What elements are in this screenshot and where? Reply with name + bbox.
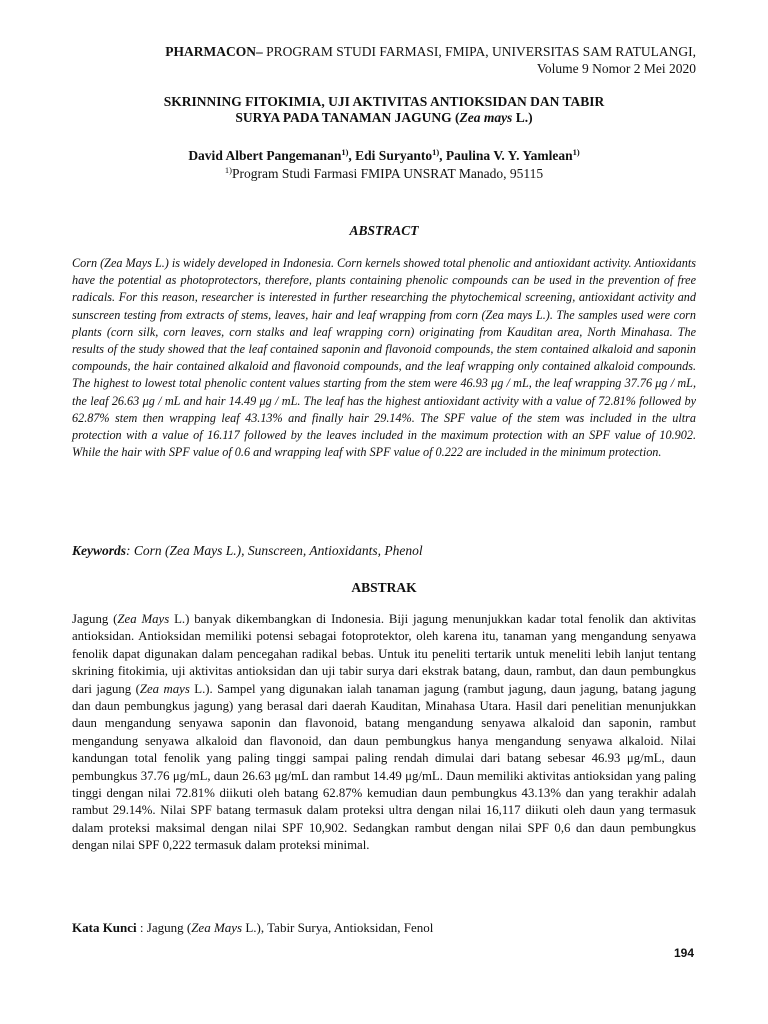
author-3: , Paulina V. Y. Yamlean: [439, 148, 573, 163]
header-institution: PROGRAM STUDI FARMASI, FMIPA, UNIVERSITAS SAM RATULANGI,: [262, 44, 696, 59]
keywords-label: Keywords: [72, 543, 126, 558]
keywords-english: [72, 542, 696, 559]
affiliation-mark: 1): [224, 165, 232, 175]
author-3-mark: 1): [572, 147, 580, 157]
page-number: 194: [673, 946, 694, 960]
author-list: [72, 147, 696, 164]
keywords-text: : Corn (Zea Mays L.), Sunscreen, Antioxidants, Phenol: [126, 543, 423, 558]
kata-kunci-species: Zea Mays: [191, 920, 243, 935]
kata-kunci-pre: : Jagung (: [136, 920, 192, 935]
abstrak-heading: ABSTRAK: [351, 580, 417, 595]
title-line-2: [72, 110, 696, 126]
header-dash: –: [256, 44, 263, 59]
author-1: David Albert Pangemanan: [188, 148, 342, 163]
header-journal-line: [165, 43, 696, 60]
abstrak-indonesian-text: [72, 611, 696, 855]
title-line-1: SKRINNING FITOKIMIA, UJI AKTIVITAS ANTIOKSIDAN DAN TABIR: [163, 94, 605, 109]
abstract-heading: ABSTRACT: [349, 223, 419, 238]
abstrak-part-1: Jagung (: [72, 612, 118, 626]
keywords-indonesian: [72, 919, 696, 936]
abstract-english-text: Corn (Zea Mays L.) is widely developed in Indonesia. Corn kernels showed total phenolic and antioxidant activity. Antioxidants have the potential as photoprotectors, therefore, plants containing phenolic compounds can be used in the prevention of free radicals. For this reason, researcher is interested in further researching the phytochemical screening, antioxidant activity and sunscreen testing from extracts of stems, leaves, hair and leaf wrapping from corn (Zea mays L.). The samples used were corn plants (corn silk, corn leaves, corn stalks and leaf wrapping corn) originating from Kauditan area, North Minahasa. The results of the study showed that the leaf contained saponin and flavonoid compounds, the stem contained alkaloid and saponin compounds, the hair contained alkaloid and flavonoid compounds, and the leaf wrapping only contained alkaloid compounds. The highest to lowest total phenolic content values starting from the stem were 46.93 μg / mL, the leaf wrapping 37.76 μg / mL, the leaf 26.63 μg / mL and hair 14.49 μg / mL. The leaf has the highest antioxidant activity with a value of 72.81% followed by 62.87% stem then wrapping leaf 43.13% and finally hair 29.14%. The SPF value of the stem was included in the ultra protection with a value of 16.117 followed by the leaves included in the maximum protection with an SPF value of 10.902. While the hair with SPF value of 0.6 and wrapping leaf with SPF value of 0.222 are included in the minimum protection.: [72, 256, 696, 460]
author-1-mark: 1): [341, 147, 349, 157]
abstrak-species-1: Zea Mays: [117, 612, 170, 626]
kata-kunci-label: Kata Kunci: [72, 920, 137, 935]
affiliation: [72, 165, 696, 182]
abstrak-species-2: Zea mays: [139, 681, 190, 696]
author-2-mark: 1): [432, 147, 440, 157]
title-line-2-pre: SURYA PADA TANAMAN JAGUNG (: [235, 110, 460, 125]
affiliation-text: Program Studi Farmasi FMIPA UNSRAT Manado, 95115: [231, 166, 544, 181]
abstrak-part-3: L.). Sampel yang digunakan ialah tanaman jagung (rambut jagung, daun jagung, batang jagung dan daun pembungkus jagung) yang berasal dari daerah Kauditan, Minahasa Utara. Hasil dari penelitian menunjukkan daun mengandung senyawa saponin dan flavonoid, batang mengandung senyawa alkaloid dan saponin, rambut mengandung senyawa alkaloid dan flavonoid, dan daun pembungkus hanya mengandung senyawa alkaloid. Nilai kandungan total fenolik yang paling tinggi sampai paling rendah dimulai dari batang sebesar 46.93 μg/mL, daun pembungkus 37.76 μg/mL, daun 26.63 μg/mL dan rambut 14.49 μg/mL. Daun memiliki aktivitas antioksidan yang paling tinggi dengan nilai 72.81% diikuti oleh batang 62.87% kemudian daun pembungkus 43.13% dan yang terakhir adalah rambut 29.14%. Nilai SPF batang termasuk dalam proteksi ultra dengan nilai 16,117 diikuti oleh daun yang termasuk dalam proteksi maksimal dengan nilai SPF 10,902. Sedangkan rambut dengan nilai SPF 0,6 dan daun pembungkus dengan nilai SPF 0,222 termasuk dalam proteksi minimal.: [72, 681, 696, 853]
author-2: , Edi Suryanto: [348, 148, 433, 163]
title-line-2-post: L.): [512, 110, 533, 125]
kata-kunci-post: L.), Tabir Surya, Antioksidan, Fenol: [242, 920, 434, 935]
header-volume: Volume 9 Nomor 2 Mei 2020: [536, 61, 696, 76]
title-species: Zea mays: [459, 110, 513, 125]
journal-name: PHARMACON: [165, 44, 257, 59]
article-title: [72, 94, 696, 126]
running-header: [165, 43, 696, 77]
abstrak-part-2: L.) banyak dikembangkan di Indonesia. Biji jagung menunjukkan kadar total fenolik dan aktivitas antioksidan. Antioksidan memiliki potensi sebagai fotoprotektor, oleh karena itu, tanaman yang mengandung senyawa fenolik dapat digunakan dalam pencegahan radikal bebas. Untuk itu peneliti tertarik untuk meneliti lebih lanjut tentang skrining fitokimia, uji aktivitas antioksidan dan uji tabir surya dari ekstrak batang, daun, rambut, dan daun pembungkus dari jagung (: [72, 612, 697, 696]
